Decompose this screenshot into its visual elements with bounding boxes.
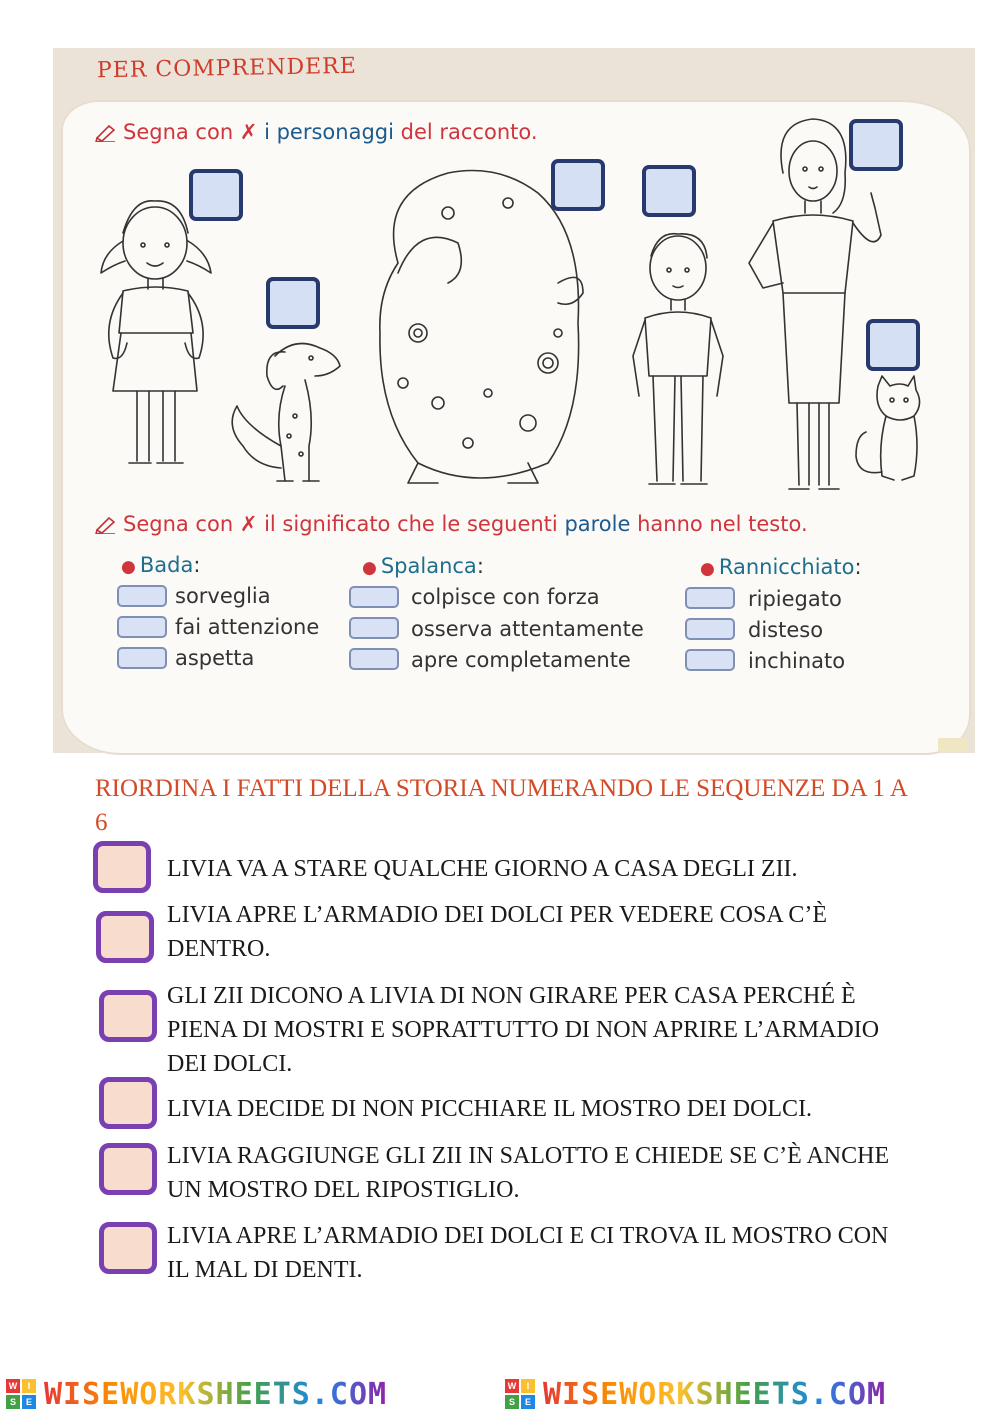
sequence-item-6: LIVIA APRE L’ARMADIO DEI DOLCI E CI TROVA IL MOSTRO CON IL MAL DI DENTI. (167, 1223, 889, 1283)
word-colon: : (193, 553, 201, 577)
checkbox-woman[interactable] (849, 119, 903, 171)
option-label: disteso (748, 618, 824, 642)
option-checkbox[interactable] (349, 586, 399, 608)
checkbox-cat[interactable] (866, 319, 920, 371)
option-label: aspetta (175, 646, 255, 670)
section-header: PER COMPRENDERE (96, 53, 358, 84)
sequence-number-box-1[interactable] (93, 841, 151, 893)
panel-tab (938, 738, 968, 752)
footer-brand-2 (505, 1378, 886, 1410)
word-bada: ● Bada: (121, 553, 201, 577)
instruction-text-1b: del racconto. (393, 120, 538, 144)
instruction-characters (95, 120, 538, 144)
option-checkbox[interactable] (685, 649, 735, 671)
cat-illustration (848, 376, 933, 496)
option-label: osserva attentamente (411, 617, 644, 641)
instruction-highlight-1: i personaggi (264, 120, 394, 144)
boy-illustration (623, 226, 733, 501)
word-spalanca: ● Spalanca: (362, 554, 484, 578)
pencil-icon (95, 516, 117, 534)
word-label: Spalanca (380, 554, 477, 578)
pencil-icon (95, 124, 117, 142)
checkbox-boy[interactable] (642, 165, 696, 217)
option-label: ripiegato (748, 587, 842, 611)
word-colon: : (854, 555, 862, 579)
sequence-item-1: LIVIA VA A STARE QUALCHE GIORNO A CASA DEGLI ZII. (167, 856, 798, 882)
brand-logo-icon: W I S E (6, 1379, 36, 1409)
sequence-item-5: LIVIA RAGGIUNGE GLI ZII IN SALOTTO E CHIEDE SE C’È ANCHE UN MOSTRO DEL RIPOSTIGLIO. (167, 1143, 890, 1203)
instruction-text-2: Segna con ✗ il significato che le seguenti (123, 512, 565, 536)
sequence-item-2: LIVIA APRE L’ARMADIO DEI DOLCI PER VEDERE COSA C’È DENTRO. (167, 902, 828, 962)
word-label: Bada (139, 553, 194, 577)
brand-logo-icon: W I S E (505, 1379, 535, 1409)
option-checkbox[interactable] (349, 648, 399, 670)
option-label: apre completamente (411, 648, 631, 672)
sequence-number-box-2[interactable] (96, 911, 154, 963)
option-label: colpisce con forza (411, 585, 600, 609)
instruction-text-2b: hanno nel testo. (630, 512, 808, 536)
sequence-item-3: GLI ZII DICONO A LIVIA DI NON GIRARE PER CASA PERCHÉ È PIENA DI MOSTRI E SOPRATTUTTO DI NON APRIRE L’ARMADIO DEI DOLCI. (167, 983, 880, 1077)
option-checkbox[interactable] (685, 618, 735, 640)
checkbox-dog[interactable] (266, 277, 320, 329)
option-checkbox[interactable] (117, 647, 167, 669)
option-checkbox[interactable] (117, 616, 167, 638)
instruction-text-1: Segna con ✗ (123, 120, 265, 144)
instruction-highlight-2: parole (564, 512, 631, 536)
sequence-number-box-5[interactable] (99, 1143, 157, 1195)
brand-text: WISEWORKSHEETS.COM (44, 1376, 388, 1412)
option-label: inchinato (748, 649, 846, 673)
checkbox-monster[interactable] (551, 159, 605, 211)
option-checkbox[interactable] (685, 587, 735, 609)
sequence-number-box-6[interactable] (99, 1222, 157, 1274)
option-label: fai attenzione (175, 615, 320, 639)
word-label: Rannicchiato (718, 555, 855, 579)
brand-text: WISEWORKSHEETS.COM (543, 1376, 887, 1412)
word-colon: : (476, 554, 484, 578)
option-label: sorveglia (175, 584, 271, 608)
textbook-panel (53, 48, 975, 753)
girl-illustration (93, 193, 223, 493)
monster-illustration (358, 163, 598, 498)
instruction-meanings (95, 512, 808, 536)
dog-illustration (225, 336, 345, 496)
sequence-item-4: LIVIA DECIDE DI NON PICCHIARE IL MOSTRO DEI DOLCI. (167, 1096, 813, 1122)
footer-brand-1 (6, 1378, 387, 1410)
sequence-heading: RIORDINA I FATTI DELLA STORIA NUMERANDO LE SEQUENZE DA 1 A 6 (95, 775, 907, 836)
option-checkbox[interactable] (349, 617, 399, 639)
sequence-number-box-4[interactable] (99, 1077, 157, 1129)
sequence-number-box-3[interactable] (99, 990, 157, 1042)
checkbox-girl[interactable] (189, 169, 243, 221)
option-checkbox[interactable] (117, 585, 167, 607)
word-rannicchiato: ● Rannicchiato: (700, 555, 862, 579)
